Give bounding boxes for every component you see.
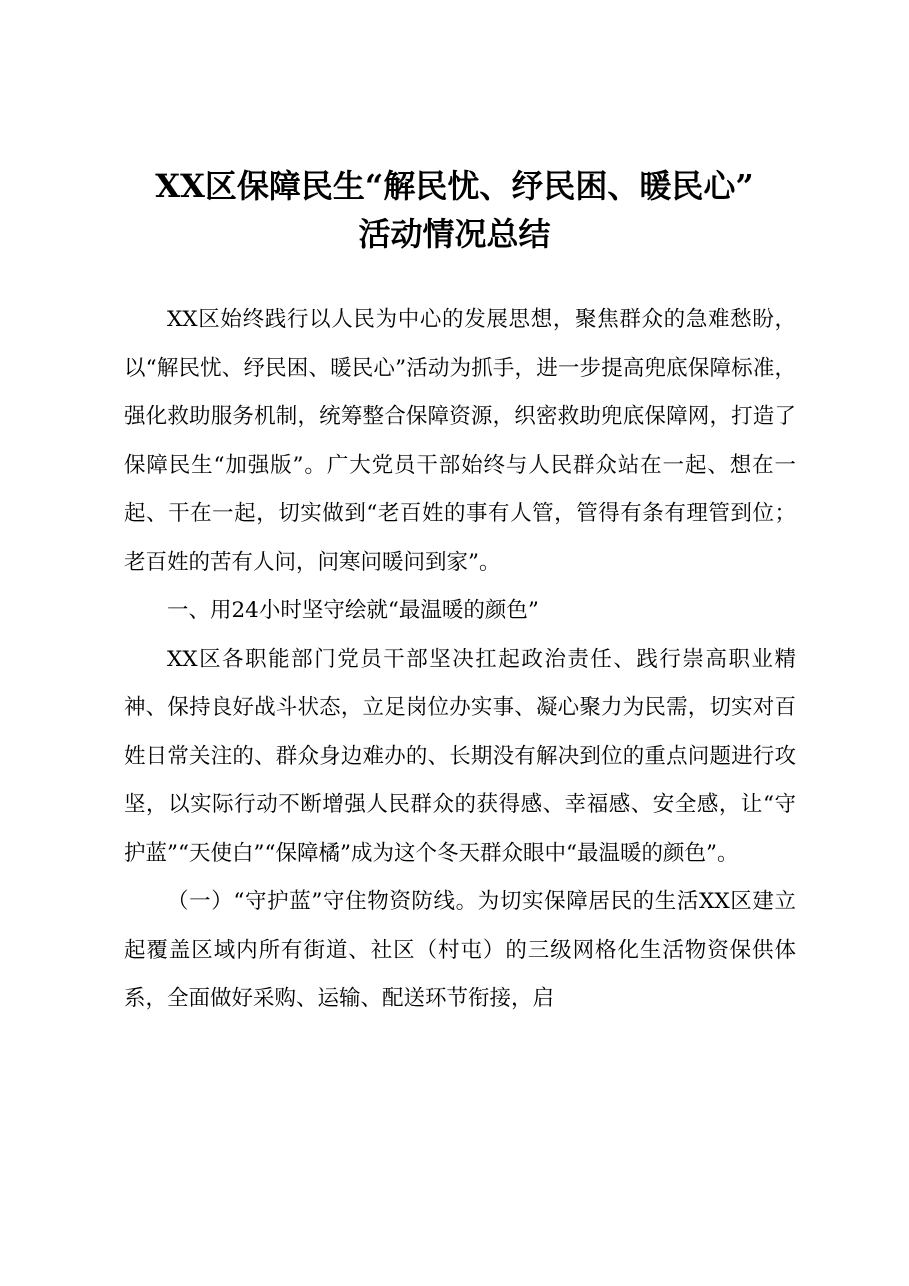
document-title-line-1: XX区保障民生“解民忧、纾民困、暖民心” bbox=[155, 167, 754, 205]
paragraph-section-1: XX区各职能部门党员干部坚决扛起政治责任、践行崇高职业精神、保持良好战斗状态，立足岗位办实事、凝心聚力为民需，切实对百姓日常关注的、群众身边难办的、长期没有解决到位的重点问题进行攻坚，以实际行动不断增强人民群众的获得感、幸福感、安全感，让“守护蓝”“天使白”“保障橘”成为这个冬天群众眼中“最温暖的颜色”。 bbox=[124, 646, 796, 866]
document-body bbox=[124, 296, 796, 1024]
document-title-line-2: 活动情况总结 bbox=[358, 215, 551, 253]
paragraph-intro: XX区始终践行以人民为中心的发展思想，聚焦群众的急难愁盼，以“解民忧、纾民困、暖民心”活动为抓手，进一步提高兜底保障标准，强化救助服务机制，统筹整合保障资源，织密救助兜底保障网，打造了保障民生“加强版”。广大党员干部始终与人民群众站在一起、想在一起、干在一起，切实做到“老百姓的事有人管，管得有条有理管到位；老百姓的苦有人问，问寒问暖问到家”。 bbox=[124, 307, 796, 575]
paragraph-subsection-1: （一）“守护蓝”守住物资防线。为切实保障居民的生活XX区建立起覆盖区域内所有街道、社区（村屯）的三级网格化生活物资保供体系，全面做好采购、运输、配送环节衔接，启 bbox=[124, 889, 796, 1011]
section-heading-1: 一、用24小时坚守绘就“最温暖的颜色” bbox=[167, 598, 539, 623]
